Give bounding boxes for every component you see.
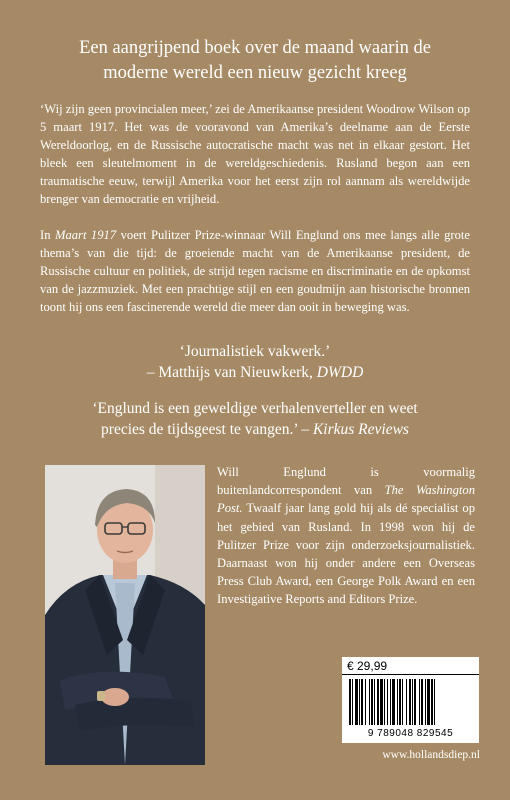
book-title: Maart 1917 [54, 228, 117, 242]
price-barcode-box [342, 657, 479, 743]
quote-2-line-2 [30, 419, 480, 440]
paragraph-2-rest: voert Pulitzer Prize-winnaar Will Englund ons mee langs alle grote thema’s van die tijd: de groeiende macht van de Amerikaanse president, de Russische cultuur en politiek, de strijd tegen racisme en discriminatie en de opkomst van de jazzmuziek. Met een prachtige stijl en een goudmijn aan historische bronnen toont hij ons een fascinerende wereld die meer dan ooit in beweging was. [40, 228, 470, 314]
author-portrait-illustration [45, 465, 205, 765]
author-photo [45, 465, 205, 765]
quote-1-attribution [30, 362, 480, 383]
blurb-paragraph-1: ‘Wij zijn geen provincialen meer,’ zei de Amerikaanse president Woodrow Wilson op 5 maart 1917. Het was de vooravond van Amerika’s deelname aan de Eerste Wereldoorlog, en de Russische autocratische macht was net in elkaar gestort. Het bleek een sleutelmoment in de wereldgeschiedenis. Rusland begon aan een traumatische eeuw, terwijl Amerika voor het eerst zijn rol aannam als wereldwijde brenger van democratie en vrijheid. [40, 102, 470, 206]
blurb-paragraph-2 [40, 226, 470, 316]
bio-part-2: Twaalf jaar lang gold hij als dé specialist op het gebied van Rusland. In 1998 won hij de Pulitzer Prize voor zijn onderzoeksjournalistiek. Daarnaast won hij onder andere een Overseas Press Club Award, een George Polk Award en een Investigative Reports and Editors Prize. [217, 501, 475, 607]
quote-1-text: ‘Journalistiek vakwerk.’ [179, 343, 331, 360]
headline-line-1: Een aangrijpend boek over de maand waarin de [79, 38, 431, 58]
review-quote-1 [30, 341, 480, 383]
barcode-icon [348, 679, 473, 725]
quote-1-source: DWDD [316, 364, 364, 381]
review-quote-2 [30, 398, 480, 440]
paragraph-2-prefix: In [40, 228, 55, 242]
price-label: € 29,99 [347, 659, 388, 673]
bio-newspaper: The Washington Post. [217, 483, 475, 516]
bio-part-1: Will Englund is voormalig buitenlandcorrespondent van [217, 465, 475, 498]
isbn-number: 9 789048 829545 [367, 728, 454, 739]
headline-line-2: moderne wereld een nieuw gezicht kreeg [103, 63, 407, 83]
quote-2-source: Kirkus Reviews [312, 421, 409, 438]
quote-2-line-1: ‘Englund is een geweldige verhalenverteller en weet [92, 400, 418, 417]
author-bio [217, 463, 475, 609]
quote-1-author: – Matthijs van Nieuwkerk, [146, 364, 317, 381]
price-divider [342, 674, 479, 675]
quote-2-text: precies de tijdsgeest te vangen.’ – [101, 421, 313, 438]
publisher-website[interactable]: www.hollandsdiep.nl [382, 749, 480, 761]
headline [30, 36, 480, 86]
